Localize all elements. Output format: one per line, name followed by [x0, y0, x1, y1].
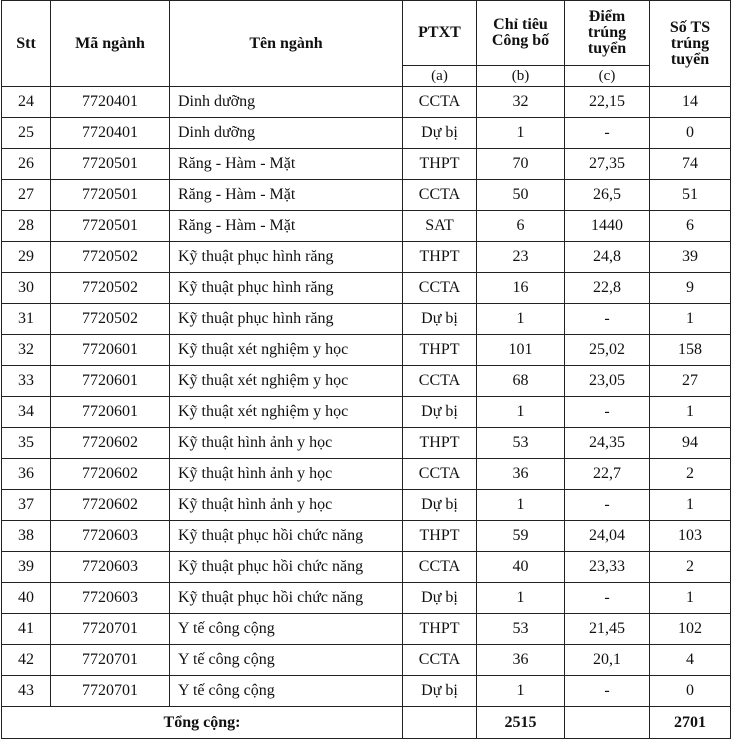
- cell-ten-nganh: Kỹ thuật xét nghiệm y học: [170, 366, 403, 397]
- cell-ten-nganh: Dinh dưỡng: [170, 118, 403, 149]
- cell-stt: 36: [2, 459, 51, 490]
- cell-ten-nganh: Răng - Hàm - Mặt: [170, 180, 403, 211]
- table-row: [2, 149, 731, 180]
- cell-ma-nganh: 7720501: [51, 211, 170, 242]
- cell-diem: -: [565, 583, 650, 614]
- header-ma-nganh: Mã ngành: [51, 1, 170, 87]
- cell-ptxt: CCTA: [403, 366, 477, 397]
- cell-chi-tieu: 1: [477, 304, 565, 335]
- cell-so-ts: 0: [650, 118, 731, 149]
- cell-diem: 27,35: [565, 149, 650, 180]
- cell-stt: 37: [2, 490, 51, 521]
- cell-chi-tieu: 59: [477, 521, 565, 552]
- cell-chi-tieu: 16: [477, 273, 565, 304]
- cell-ptxt: Dự bị: [403, 676, 477, 707]
- cell-ma-nganh: 7720401: [51, 118, 170, 149]
- header-sub-c: (c): [565, 66, 650, 87]
- cell-chi-tieu: 36: [477, 645, 565, 676]
- cell-so-ts: 1: [650, 583, 731, 614]
- cell-ten-nganh: Y tế công cộng: [170, 676, 403, 707]
- cell-ptxt: CCTA: [403, 180, 477, 211]
- cell-so-ts: 6: [650, 211, 731, 242]
- cell-ten-nganh: Kỹ thuật phục hình răng: [170, 304, 403, 335]
- cell-ma-nganh: 7720401: [51, 87, 170, 118]
- cell-ten-nganh: Kỹ thuật hình ảnh y học: [170, 428, 403, 459]
- cell-stt: 27: [2, 180, 51, 211]
- cell-ten-nganh: Kỹ thuật phục hình răng: [170, 242, 403, 273]
- cell-diem: 22,8: [565, 273, 650, 304]
- cell-so-ts: 2: [650, 459, 731, 490]
- cell-ten-nganh: Kỹ thuật phục hồi chức năng: [170, 583, 403, 614]
- cell-ptxt: Dự bị: [403, 583, 477, 614]
- table-row: [2, 211, 731, 242]
- cell-chi-tieu: 1: [477, 490, 565, 521]
- cell-ten-nganh: Răng - Hàm - Mặt: [170, 211, 403, 242]
- cell-ptxt: Dự bị: [403, 304, 477, 335]
- cell-ten-nganh: Kỹ thuật phục hồi chức năng: [170, 521, 403, 552]
- total-chi-tieu: 2515: [477, 707, 565, 739]
- cell-diem: 24,04: [565, 521, 650, 552]
- cell-ptxt: Dự bị: [403, 490, 477, 521]
- cell-ma-nganh: 7720602: [51, 428, 170, 459]
- cell-stt: 34: [2, 397, 51, 428]
- cell-ten-nganh: Y tế công cộng: [170, 614, 403, 645]
- cell-so-ts: 9: [650, 273, 731, 304]
- cell-chi-tieu: 36: [477, 459, 565, 490]
- cell-ten-nganh: Kỹ thuật xét nghiệm y học: [170, 397, 403, 428]
- cell-chi-tieu: 1: [477, 118, 565, 149]
- cell-ma-nganh: 7720501: [51, 180, 170, 211]
- admission-results-table: [1, 0, 731, 739]
- table-row: [2, 118, 731, 149]
- header-ten-nganh: Tên ngành: [170, 1, 403, 87]
- cell-stt: 24: [2, 87, 51, 118]
- cell-ptxt: CCTA: [403, 459, 477, 490]
- cell-ma-nganh: 7720603: [51, 521, 170, 552]
- header-ptxt: PTXT: [403, 1, 477, 66]
- table-row: [2, 273, 731, 304]
- cell-diem: 26,5: [565, 180, 650, 211]
- cell-ptxt: THPT: [403, 521, 477, 552]
- cell-so-ts: 27: [650, 366, 731, 397]
- cell-ten-nganh: Kỹ thuật phục hồi chức năng: [170, 552, 403, 583]
- table-row: [2, 242, 731, 273]
- cell-so-ts: 51: [650, 180, 731, 211]
- cell-stt: 42: [2, 645, 51, 676]
- cell-diem: 24,35: [565, 428, 650, 459]
- table-row: [2, 521, 731, 552]
- table-row: [2, 335, 731, 366]
- cell-ptxt: CCTA: [403, 273, 477, 304]
- table-row: [2, 490, 731, 521]
- cell-chi-tieu: 1: [477, 676, 565, 707]
- total-so-ts: 2701: [650, 707, 731, 739]
- cell-stt: 40: [2, 583, 51, 614]
- cell-ma-nganh: 7720501: [51, 149, 170, 180]
- cell-stt: 25: [2, 118, 51, 149]
- cell-so-ts: 2: [650, 552, 731, 583]
- table-row: [2, 366, 731, 397]
- cell-so-ts: 103: [650, 521, 731, 552]
- header-so-ts: Số TS trúng tuyển: [650, 1, 731, 87]
- cell-so-ts: 102: [650, 614, 731, 645]
- table-row: [2, 87, 731, 118]
- cell-ma-nganh: 7720601: [51, 366, 170, 397]
- cell-so-ts: 74: [650, 149, 731, 180]
- table-row: [2, 676, 731, 707]
- cell-ma-nganh: 7720602: [51, 490, 170, 521]
- cell-ma-nganh: 7720502: [51, 242, 170, 273]
- cell-ptxt: CCTA: [403, 552, 477, 583]
- cell-ptxt: THPT: [403, 335, 477, 366]
- cell-diem: -: [565, 118, 650, 149]
- table-row: [2, 397, 731, 428]
- table-row: [2, 645, 731, 676]
- cell-chi-tieu: 101: [477, 335, 565, 366]
- cell-chi-tieu: 1: [477, 583, 565, 614]
- cell-ten-nganh: Kỹ thuật xét nghiệm y học: [170, 335, 403, 366]
- cell-ma-nganh: 7720701: [51, 676, 170, 707]
- cell-ptxt: THPT: [403, 428, 477, 459]
- cell-ma-nganh: 7720502: [51, 273, 170, 304]
- table-row: [2, 583, 731, 614]
- header-chi-tieu: Chỉ tiêu Công bố: [477, 1, 565, 66]
- cell-chi-tieu: 50: [477, 180, 565, 211]
- cell-chi-tieu: 32: [477, 87, 565, 118]
- cell-stt: 32: [2, 335, 51, 366]
- cell-ptxt: Dự bị: [403, 397, 477, 428]
- cell-ten-nganh: Kỹ thuật hình ảnh y học: [170, 490, 403, 521]
- cell-ma-nganh: 7720701: [51, 614, 170, 645]
- cell-so-ts: 1: [650, 397, 731, 428]
- table-header: [2, 1, 731, 87]
- cell-ptxt: CCTA: [403, 645, 477, 676]
- table-row: [2, 552, 731, 583]
- cell-stt: 30: [2, 273, 51, 304]
- table-footer: [2, 707, 731, 739]
- cell-stt: 26: [2, 149, 51, 180]
- cell-diem: 20,1: [565, 645, 650, 676]
- cell-so-ts: 4: [650, 645, 731, 676]
- cell-ma-nganh: 7720603: [51, 552, 170, 583]
- cell-stt: 39: [2, 552, 51, 583]
- table-body: [2, 87, 731, 707]
- cell-ma-nganh: 7720601: [51, 335, 170, 366]
- cell-diem: 23,05: [565, 366, 650, 397]
- cell-ma-nganh: 7720601: [51, 397, 170, 428]
- table-row: [2, 304, 731, 335]
- cell-so-ts: 1: [650, 304, 731, 335]
- header-stt: Stt: [2, 1, 51, 87]
- cell-so-ts: 158: [650, 335, 731, 366]
- cell-stt: 38: [2, 521, 51, 552]
- table-row: [2, 180, 731, 211]
- cell-ten-nganh: Y tế công cộng: [170, 645, 403, 676]
- cell-stt: 28: [2, 211, 51, 242]
- table-row: [2, 459, 731, 490]
- cell-diem: 1440: [565, 211, 650, 242]
- cell-so-ts: 94: [650, 428, 731, 459]
- cell-diem: 22,7: [565, 459, 650, 490]
- cell-ten-nganh: Kỹ thuật phục hình răng: [170, 273, 403, 304]
- cell-so-ts: 0: [650, 676, 731, 707]
- cell-diem: -: [565, 304, 650, 335]
- total-diem-empty: [565, 707, 650, 739]
- cell-chi-tieu: 6: [477, 211, 565, 242]
- table-row: [2, 614, 731, 645]
- cell-ptxt: SAT: [403, 211, 477, 242]
- cell-ma-nganh: 7720602: [51, 459, 170, 490]
- cell-so-ts: 14: [650, 87, 731, 118]
- cell-diem: 23,33: [565, 552, 650, 583]
- table-row: [2, 428, 731, 459]
- cell-diem: -: [565, 397, 650, 428]
- cell-ptxt: THPT: [403, 242, 477, 273]
- cell-ptxt: THPT: [403, 149, 477, 180]
- cell-chi-tieu: 70: [477, 149, 565, 180]
- cell-chi-tieu: 40: [477, 552, 565, 583]
- cell-so-ts: 1: [650, 490, 731, 521]
- cell-ma-nganh: 7720701: [51, 645, 170, 676]
- cell-stt: 31: [2, 304, 51, 335]
- cell-ma-nganh: 7720603: [51, 583, 170, 614]
- cell-ten-nganh: Răng - Hàm - Mặt: [170, 149, 403, 180]
- cell-stt: 43: [2, 676, 51, 707]
- cell-ptxt: THPT: [403, 614, 477, 645]
- cell-so-ts: 39: [650, 242, 731, 273]
- cell-chi-tieu: 68: [477, 366, 565, 397]
- header-diem: Điểm trúng tuyển: [565, 1, 650, 66]
- header-sub-a: (a): [403, 66, 477, 87]
- cell-diem: -: [565, 676, 650, 707]
- cell-ptxt: Dự bị: [403, 118, 477, 149]
- cell-diem: 21,45: [565, 614, 650, 645]
- cell-stt: 29: [2, 242, 51, 273]
- cell-stt: 35: [2, 428, 51, 459]
- total-label: Tổng cộng:: [2, 707, 403, 739]
- cell-diem: 24,8: [565, 242, 650, 273]
- total-ptxt-empty: [403, 707, 477, 739]
- cell-stt: 41: [2, 614, 51, 645]
- cell-diem: 22,15: [565, 87, 650, 118]
- cell-ten-nganh: Dinh dưỡng: [170, 87, 403, 118]
- cell-stt: 33: [2, 366, 51, 397]
- cell-diem: -: [565, 490, 650, 521]
- cell-chi-tieu: 53: [477, 428, 565, 459]
- cell-diem: 25,02: [565, 335, 650, 366]
- cell-chi-tieu: 23: [477, 242, 565, 273]
- cell-chi-tieu: 1: [477, 397, 565, 428]
- cell-chi-tieu: 53: [477, 614, 565, 645]
- cell-ma-nganh: 7720502: [51, 304, 170, 335]
- header-sub-b: (b): [477, 66, 565, 87]
- cell-ptxt: CCTA: [403, 87, 477, 118]
- cell-ten-nganh: Kỹ thuật hình ảnh y học: [170, 459, 403, 490]
